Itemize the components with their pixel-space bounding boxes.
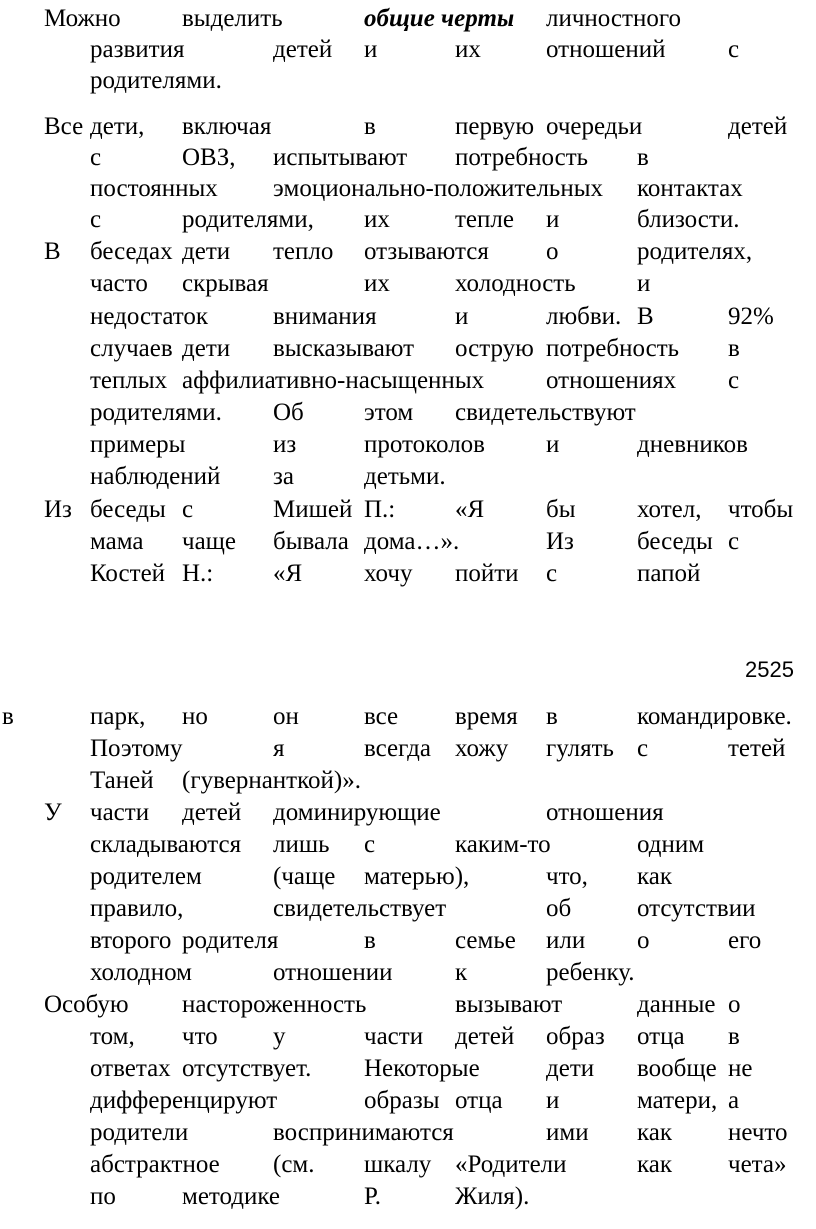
- word: отношениях: [546, 367, 677, 394]
- word: как: [637, 1119, 673, 1146]
- word: складываются: [90, 831, 242, 858]
- word: об: [546, 895, 572, 922]
- word: его: [728, 927, 762, 954]
- word: острую: [455, 335, 534, 362]
- word: детей: [182, 799, 242, 826]
- word: дети: [546, 1055, 595, 1082]
- word: (см.: [273, 1151, 315, 1178]
- word: папой: [637, 560, 701, 587]
- word: отношении: [273, 959, 393, 986]
- word: воспринимаются: [273, 1119, 454, 1146]
- word: к: [455, 959, 468, 986]
- word: беседы: [637, 528, 713, 555]
- word: матерью),: [364, 863, 470, 890]
- word: у: [273, 1023, 286, 1050]
- word: с: [364, 831, 376, 858]
- word: методике: [182, 1183, 281, 1210]
- word: абстрактное: [90, 1151, 220, 1178]
- word: У: [44, 799, 62, 826]
- word: свидетельствует: [273, 895, 447, 922]
- word: из: [273, 431, 297, 458]
- word: примеры: [90, 431, 186, 458]
- word: матери,: [637, 1087, 718, 1114]
- word: детьми.: [364, 463, 446, 490]
- word: о: [637, 927, 650, 954]
- word: не: [728, 1055, 753, 1082]
- word: и: [455, 303, 469, 330]
- word: или: [546, 927, 586, 954]
- word: и: [546, 431, 560, 458]
- word: что: [182, 1023, 218, 1050]
- word: ими: [546, 1119, 589, 1146]
- word: правило,: [90, 895, 184, 922]
- word: с: [182, 496, 194, 523]
- word: все: [364, 703, 399, 730]
- word: включая: [182, 113, 272, 140]
- word: в: [728, 1023, 740, 1050]
- word: этом: [364, 399, 414, 426]
- word: данные: [637, 991, 716, 1018]
- word: тепло: [273, 238, 334, 265]
- word: контактах: [637, 175, 743, 202]
- word: Из: [546, 528, 574, 555]
- word: с: [546, 560, 558, 587]
- word: личностного: [546, 5, 681, 32]
- word: любви.: [546, 303, 622, 330]
- word: родителя: [182, 927, 279, 954]
- word: и: [546, 206, 560, 233]
- word: тетей: [728, 735, 786, 762]
- word: о: [728, 991, 741, 1018]
- word: хотел,: [637, 496, 702, 523]
- word: время: [455, 703, 518, 730]
- word: родителями.: [90, 399, 222, 426]
- word: В: [637, 303, 654, 330]
- word: очередьи: [546, 113, 643, 140]
- word: лишь: [273, 831, 330, 858]
- word: отца: [637, 1023, 685, 1050]
- word: В: [44, 238, 61, 265]
- word: в: [637, 144, 649, 171]
- word: часто: [90, 270, 148, 297]
- word: вызывают: [455, 991, 563, 1018]
- word: Некоторые: [364, 1055, 480, 1082]
- word: в: [728, 335, 740, 362]
- word: чета»: [728, 1151, 787, 1178]
- word: и: [637, 270, 651, 297]
- word: свидетельствуют: [455, 399, 636, 426]
- word: с: [728, 367, 740, 394]
- word: в: [546, 703, 558, 730]
- word: чтобы: [728, 496, 794, 523]
- word: дома…».: [364, 528, 460, 555]
- word: отсутствует.: [182, 1055, 312, 1082]
- word: отсутствии: [637, 895, 756, 922]
- word: вообще: [637, 1055, 717, 1082]
- word: родителями,: [182, 206, 314, 233]
- word: внимания: [273, 303, 377, 330]
- word: ОВЗ,: [182, 144, 236, 171]
- word: протоколов: [364, 431, 485, 458]
- word: их: [364, 206, 390, 233]
- word: бывала: [273, 528, 349, 555]
- word: образ: [546, 1023, 605, 1050]
- word: Р.: [364, 1183, 382, 1210]
- word: потребность: [546, 335, 680, 362]
- word: развития: [90, 36, 185, 63]
- word: Все: [44, 113, 84, 140]
- word: высказывают: [273, 335, 415, 362]
- word: том,: [90, 1023, 135, 1050]
- word: Поэтому: [90, 735, 183, 762]
- word: родителях,: [637, 238, 753, 265]
- word: дети,: [90, 113, 145, 140]
- word: близости.: [637, 206, 740, 233]
- word: эмоционально-положительных: [273, 175, 603, 202]
- word: и: [546, 1087, 560, 1114]
- page-number: 2525: [745, 657, 794, 682]
- word: настороженность: [182, 991, 367, 1018]
- word: Особую: [44, 991, 129, 1018]
- word: мама: [90, 528, 144, 555]
- word: дети: [182, 335, 231, 362]
- word: шкалу: [364, 1151, 432, 1178]
- word: с: [728, 528, 740, 555]
- word: хочу: [364, 560, 413, 587]
- word: родителем: [90, 863, 202, 890]
- word: чаще: [182, 528, 237, 555]
- word: 92%: [728, 303, 774, 330]
- word: Н.:: [182, 560, 214, 587]
- word: он: [273, 703, 299, 730]
- word: и: [364, 36, 378, 63]
- word: в: [2, 703, 14, 730]
- word: как: [637, 1151, 673, 1178]
- word: что,: [546, 863, 588, 890]
- word: по: [90, 1183, 116, 1210]
- word: «Я: [273, 560, 303, 587]
- word: (гувернанткой)».: [182, 767, 361, 794]
- word: постоянных: [90, 175, 218, 202]
- word: в: [364, 113, 376, 140]
- word: доминирующие: [273, 799, 441, 826]
- word: с: [637, 735, 649, 762]
- word: Можно: [44, 5, 121, 32]
- word: пойти: [455, 560, 519, 587]
- word: аффилиативно-насыщенных: [182, 367, 485, 394]
- word: второго: [90, 927, 172, 954]
- word: части: [364, 1023, 424, 1050]
- word: недостаток: [90, 303, 209, 330]
- word: отзываются: [364, 238, 489, 265]
- word: каким-то: [455, 831, 551, 858]
- word: я: [273, 735, 285, 762]
- word: (чаще: [273, 863, 336, 890]
- word: за: [273, 463, 294, 490]
- word: с: [728, 36, 740, 63]
- word: отношений: [546, 36, 666, 63]
- word: беседы: [90, 496, 166, 523]
- word: тепле: [455, 206, 514, 233]
- word: отца: [455, 1087, 503, 1114]
- word: Об: [273, 399, 304, 426]
- word: командировке.: [637, 703, 792, 730]
- word: «Родители: [455, 1151, 567, 1178]
- word: Жиля).: [455, 1183, 530, 1210]
- word: ответах: [90, 1055, 171, 1082]
- word: а: [728, 1087, 740, 1114]
- word: с: [90, 144, 102, 171]
- word: о: [546, 238, 559, 265]
- word: П.:: [364, 496, 396, 523]
- word: Костей: [90, 560, 166, 587]
- word: нечто: [728, 1119, 788, 1146]
- word: дифференцируют: [90, 1087, 278, 1114]
- word: «Я: [455, 496, 485, 523]
- word: как: [637, 863, 673, 890]
- word: выделить: [182, 5, 283, 32]
- word: ребенку.: [546, 959, 635, 986]
- word: детей: [455, 1023, 515, 1050]
- word: всегда: [364, 735, 431, 762]
- word: дети: [182, 238, 231, 265]
- word: гулять: [546, 735, 614, 762]
- word: их: [364, 270, 390, 297]
- word: дневников: [637, 431, 748, 458]
- word: родители: [90, 1119, 189, 1146]
- word: холодность: [455, 270, 576, 297]
- word: детей: [728, 113, 788, 140]
- word: скрывая: [182, 270, 269, 297]
- word: случаев: [90, 335, 173, 362]
- word: части: [90, 799, 150, 826]
- word: родителями.: [90, 67, 222, 94]
- word: с: [90, 206, 102, 233]
- word: парк,: [90, 703, 146, 730]
- word: семье: [455, 927, 516, 954]
- word: испытывают: [273, 144, 408, 171]
- word: отношения: [546, 799, 664, 826]
- word: Таней: [90, 767, 154, 794]
- word: их: [455, 36, 481, 63]
- word: детей: [273, 36, 333, 63]
- word: в: [364, 927, 376, 954]
- word: хожу: [455, 735, 509, 762]
- word: Мишей: [273, 496, 353, 523]
- word: одним: [637, 831, 705, 858]
- word: первую: [455, 113, 535, 140]
- word: беседах: [90, 238, 173, 265]
- emphasized-phrase: общие черты: [364, 5, 515, 32]
- word: холодном: [90, 959, 192, 986]
- word: бы: [546, 496, 576, 523]
- word: Из: [44, 496, 72, 523]
- word: потребность: [455, 144, 589, 171]
- word: теплых: [90, 367, 168, 394]
- word: образы: [364, 1087, 440, 1114]
- word: но: [182, 703, 208, 730]
- word: наблюдений: [90, 463, 221, 490]
